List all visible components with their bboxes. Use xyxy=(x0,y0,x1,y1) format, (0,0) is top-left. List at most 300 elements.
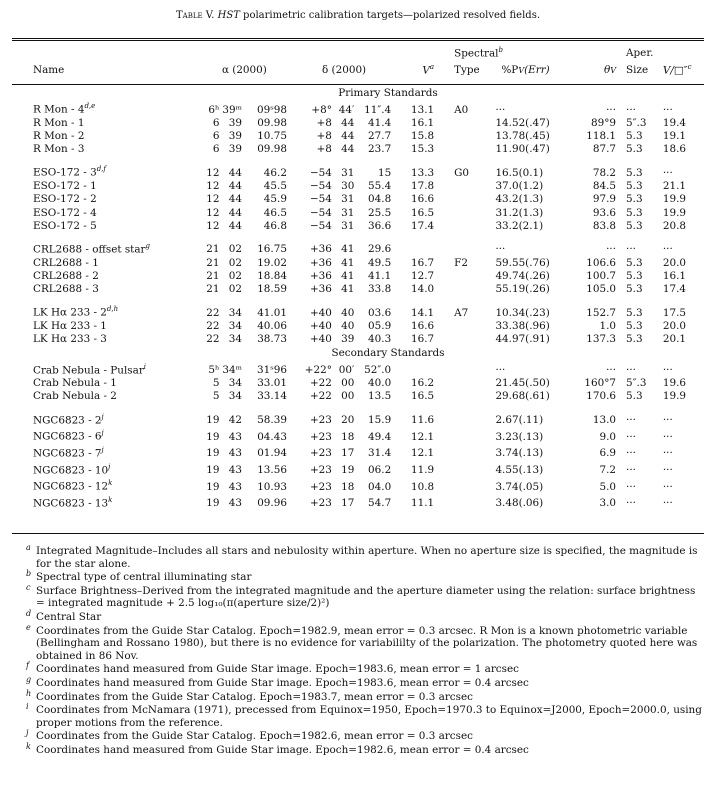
cell-ap: ··· xyxy=(626,480,636,493)
cell-am: 44 xyxy=(228,166,242,179)
cell-am: 34ᵐ xyxy=(222,364,242,376)
footnote xyxy=(26,674,706,690)
cell-pv: 43.2(1.3) xyxy=(495,193,544,206)
cell-v: 16.7 xyxy=(410,256,435,269)
cell-ds: 03.6 xyxy=(368,306,392,319)
cell-ds: 11″.4 xyxy=(364,103,392,116)
cell-sb: 20.8 xyxy=(662,219,686,232)
cell-v: 14.1 xyxy=(410,306,435,319)
footnote-mark: k xyxy=(108,479,113,488)
cell-sp xyxy=(434,444,495,461)
cell-sp xyxy=(434,461,495,478)
cell-v: 16.1 xyxy=(410,116,435,129)
table-row xyxy=(12,180,704,193)
cell-am: 43 xyxy=(228,464,242,477)
cell-sp xyxy=(434,193,495,206)
group-gap xyxy=(12,404,704,411)
table-row xyxy=(12,240,704,257)
cell-dd: +23 xyxy=(309,497,332,510)
cell-v: 14.0 xyxy=(410,283,435,296)
cell-am: 43 xyxy=(228,497,242,510)
object-name: ESO-172 - 3 xyxy=(33,166,97,179)
cell-pv: 11.90(.47) xyxy=(495,143,550,156)
cell-v: 11.9 xyxy=(410,464,435,477)
cell-ds: 05.9 xyxy=(368,319,392,332)
cell-as: 09.96 xyxy=(257,497,287,510)
cell-th: 13.0 xyxy=(592,414,617,427)
cell-am: 02 xyxy=(228,283,242,296)
cell-sp xyxy=(434,220,495,233)
cell-as: 45.9 xyxy=(263,193,287,206)
cell-as: 09.98 xyxy=(257,116,287,129)
cell-pv: 44.97(.91) xyxy=(495,333,550,346)
cell-dm: 44 xyxy=(341,143,355,156)
section-title: Primary Standards xyxy=(338,87,438,99)
cell-th: 3.0 xyxy=(599,497,617,510)
cell-sb: ··· xyxy=(662,243,673,256)
cell-pv: 3.23(.13) xyxy=(495,430,544,443)
cell-am: 42 xyxy=(228,414,242,427)
object-name: ESO-172 - 4 xyxy=(33,206,97,219)
cell-name xyxy=(12,303,190,320)
cell-th: 9.0 xyxy=(599,430,617,443)
cell-dd: +36 xyxy=(309,283,332,296)
cell-th: ··· xyxy=(606,243,617,256)
cell-ah: 12 xyxy=(206,193,220,206)
cell-v: 16.6 xyxy=(410,193,435,206)
footnote xyxy=(26,663,706,676)
cell-pv: 37.0(1.2) xyxy=(495,180,544,193)
cell-v: 10.8 xyxy=(410,480,435,493)
cell-th: 7.2 xyxy=(599,464,617,477)
cell-dd: +8 xyxy=(316,116,332,129)
cell-sp xyxy=(434,377,495,390)
cell-dm: 00 xyxy=(341,390,355,403)
cell-v: 16.7 xyxy=(410,333,435,346)
cell-sb: ··· xyxy=(662,447,673,460)
footnote-mark: j xyxy=(101,412,104,421)
table-row xyxy=(12,220,704,233)
object-name: LK Hα 233 - 1 xyxy=(33,319,107,332)
cell-dm: 31 xyxy=(341,206,355,219)
cell-dd: −54 xyxy=(309,219,332,232)
footnote-letter: h xyxy=(26,688,32,698)
cell-sb: 17.5 xyxy=(662,306,686,319)
cell-ah: 21 xyxy=(206,269,220,282)
cell-v: 16.5 xyxy=(410,390,435,403)
object-name: NGC6823 - 6 xyxy=(33,430,102,443)
cell-ds: 27.7 xyxy=(368,130,392,143)
cell-ap: ··· xyxy=(626,243,636,256)
cell-name xyxy=(12,240,190,257)
cell-ds: 25.5 xyxy=(368,206,392,219)
cell-sb: ··· xyxy=(662,103,673,116)
cell-dd: +23 xyxy=(309,480,332,493)
cell-ah: 6 xyxy=(212,116,220,129)
object-name: Crab Nebula - 2 xyxy=(33,390,117,403)
table-row xyxy=(12,143,704,156)
footnote-mark: i xyxy=(143,362,147,371)
cell-as: 46.8 xyxy=(263,219,287,232)
cell-ds: 04.0 xyxy=(368,480,392,493)
cell-ds: 40.3 xyxy=(368,333,392,346)
footnote xyxy=(26,704,706,729)
object-name: Crab Nebula - Pulsar xyxy=(33,364,144,376)
group-gap xyxy=(12,156,704,163)
object-name: LK Hα 233 - 2 xyxy=(33,306,107,319)
cell-am: 39ᵐ xyxy=(222,103,242,116)
cell-name xyxy=(12,270,190,283)
cell-pv: ··· xyxy=(495,364,506,376)
cell-v: 15.3 xyxy=(410,143,435,156)
header-aper-bottom: Size xyxy=(626,64,649,77)
cell-as: 38.73 xyxy=(257,333,287,346)
object-name: ESO-172 - 1 xyxy=(33,180,97,193)
cell-ds: 41.1 xyxy=(368,269,392,282)
cell-v: 12.1 xyxy=(410,447,435,460)
cell-ah: 22 xyxy=(206,319,220,332)
cell-sb: 20.0 xyxy=(662,319,686,332)
cell-v: 13.1 xyxy=(410,103,435,116)
cell-dm: 39 xyxy=(341,333,355,346)
cell-pv: ··· xyxy=(495,103,506,116)
cell-name xyxy=(12,193,190,206)
cell-dd: +36 xyxy=(309,269,332,282)
cell-th: 118.1 xyxy=(586,130,617,143)
object-name: Crab Nebula - 1 xyxy=(33,377,117,390)
cell-v: 12.7 xyxy=(410,269,435,282)
cell-th: ··· xyxy=(606,364,617,376)
cell-v: 16.6 xyxy=(410,319,435,332)
header-rule xyxy=(12,84,704,85)
section-title: Secondary Standards xyxy=(331,347,445,360)
header-aper-top: Aper. xyxy=(626,47,654,60)
cell-as: 19.02 xyxy=(257,256,287,269)
cell-am: 44 xyxy=(228,193,242,206)
cell-as: 01.94 xyxy=(257,447,287,460)
cell-sb: 19.1 xyxy=(662,130,686,143)
cell-th: 105.0 xyxy=(586,283,617,296)
table-row xyxy=(12,377,704,390)
footnote-mark: j xyxy=(108,462,111,471)
cell-dm: 19 xyxy=(341,464,355,477)
cell-th: 93.6 xyxy=(592,206,617,219)
cell-pv: 3.74(.13) xyxy=(495,447,544,460)
cell-sb: 19.9 xyxy=(662,390,686,403)
footnote xyxy=(26,622,706,663)
cell-ah: 19 xyxy=(206,414,220,427)
cell-pv: 49.74(.26) xyxy=(495,269,550,282)
cell-dm: 41 xyxy=(341,243,355,256)
object-name: CRL2688 - 3 xyxy=(33,283,99,296)
cell-sp xyxy=(434,411,495,428)
cell-sp: G0 xyxy=(454,166,470,179)
table-row xyxy=(12,494,704,511)
cell-am: 02 xyxy=(228,256,242,269)
cell-dm: 40 xyxy=(341,306,355,319)
table-row xyxy=(12,257,704,270)
footnote xyxy=(26,741,706,757)
cell-sp xyxy=(434,117,495,130)
cell-dm: 31 xyxy=(341,219,355,232)
cell-pv: 21.45(.50) xyxy=(495,377,550,390)
cell-dd: +22 xyxy=(309,390,332,403)
cell-pv: 10.34(.23) xyxy=(495,306,550,319)
cell-ah: 5ʰ xyxy=(208,364,220,376)
footnotes xyxy=(26,545,706,757)
cell-dd: +8° xyxy=(311,103,332,116)
cell-th: 106.6 xyxy=(586,256,617,269)
footnote xyxy=(26,608,706,624)
object-name: NGC6823 - 13 xyxy=(33,497,109,510)
cell-sp xyxy=(434,390,495,403)
cell-dm: 31 xyxy=(341,166,355,179)
cell-ds: 23.7 xyxy=(368,143,392,156)
cell-ap: ··· xyxy=(626,103,636,116)
cell-am: 34 xyxy=(228,377,242,390)
cell-dd: −54 xyxy=(309,180,332,193)
cell-am: 34 xyxy=(228,319,242,332)
cell-am: 34 xyxy=(228,333,242,346)
footnote-letter: k xyxy=(26,741,31,751)
cell-ah: 6ʰ xyxy=(208,103,220,116)
cell-ap: 5.3 xyxy=(626,283,643,296)
cell-sp xyxy=(434,143,495,156)
cell-pv: 3.48(.06) xyxy=(495,497,544,510)
cell-sb: 17.4 xyxy=(662,283,686,296)
footnote-text: Coordinates hand measured from Guide Star image. Epoch=1982.6, mean error = 0.4 arcsec xyxy=(36,743,529,756)
table-row xyxy=(12,193,704,206)
footnote xyxy=(26,582,706,610)
table-row xyxy=(12,283,704,296)
footnote-letter: d xyxy=(26,608,32,618)
cell-ah: 19 xyxy=(206,447,220,460)
cell-sb: 18.6 xyxy=(662,143,686,156)
object-name: R Mon - 1 xyxy=(33,116,85,129)
cell-ap: ··· xyxy=(626,414,636,427)
cell-dd: +40 xyxy=(309,333,332,346)
cell-th: 97.9 xyxy=(592,193,617,206)
cell-ah: 19 xyxy=(206,480,220,493)
table-row xyxy=(12,207,704,220)
cell-sb: 21.1 xyxy=(662,180,686,193)
cell-sp xyxy=(434,240,495,257)
cell-ap: 5.3 xyxy=(626,219,643,232)
cell-ap: 5.3 xyxy=(626,390,643,403)
caption-text: polarimetric calibration targets—polarized resolved fields. xyxy=(239,10,541,21)
cell-am: 39 xyxy=(228,116,242,129)
cell-sb: ··· xyxy=(662,430,673,443)
cell-ah: 5 xyxy=(212,390,220,403)
table-row xyxy=(12,303,704,320)
footnote-text: Central Star xyxy=(36,610,102,623)
cell-sb: 16.1 xyxy=(662,269,686,282)
cell-pv: 14.52(.47) xyxy=(495,116,550,129)
cell-ap: ··· xyxy=(626,430,636,443)
cell-dm: 44 xyxy=(341,116,355,129)
cell-sp: A7 xyxy=(454,306,469,319)
cell-am: 34 xyxy=(228,390,242,403)
object-name: CRL2688 - 1 xyxy=(33,256,99,269)
cell-v: 13.3 xyxy=(410,166,435,179)
cell-sp xyxy=(434,320,495,333)
cell-pv: 29.68(.61) xyxy=(495,390,550,403)
cell-ds: 29.6 xyxy=(368,243,392,256)
cell-ds: 49.4 xyxy=(368,430,392,443)
cell-pv: 3.74(.05) xyxy=(495,480,544,493)
cell-ds: 52″.0 xyxy=(364,364,392,376)
cell-name xyxy=(12,163,190,180)
cell-as: 13.56 xyxy=(257,464,287,477)
header-ra: α (2000) xyxy=(221,64,267,77)
footnote-mark: g xyxy=(145,241,150,250)
cell-th: 5.0 xyxy=(599,480,617,493)
table-row xyxy=(12,361,704,378)
cell-am: 44 xyxy=(228,206,242,219)
cell-ds: 41.4 xyxy=(368,116,392,129)
cell-sp xyxy=(434,270,495,283)
footnote-text: Coordinates from the Guide Star Catalog. Epoch=1982.6, mean error = 0.3 arcsec xyxy=(36,730,473,743)
cell-dm: 20 xyxy=(341,414,355,427)
cell-ah: 21 xyxy=(206,283,220,296)
bottom-rule xyxy=(12,533,704,534)
cell-th: ··· xyxy=(606,103,617,116)
footnote-letter: f xyxy=(26,661,29,671)
footnote-letter: c xyxy=(26,582,31,592)
cell-am: 39 xyxy=(228,130,242,143)
cell-ah: 19 xyxy=(206,430,220,443)
cell-th: 87.7 xyxy=(592,143,617,156)
cell-ah: 22 xyxy=(206,306,220,319)
cell-as: 46.5 xyxy=(263,206,287,219)
cell-name xyxy=(12,207,190,220)
cell-as: 16.75 xyxy=(257,243,287,256)
table-label: Table V. xyxy=(175,10,215,21)
cell-dd: +23 xyxy=(309,414,332,427)
table-row xyxy=(12,427,704,444)
cell-ds: 15 xyxy=(377,166,392,179)
section-title-row xyxy=(12,346,704,360)
footnote-mark: d,f xyxy=(96,165,106,174)
cell-ds: 31.4 xyxy=(368,447,392,460)
cell-th: 84.5 xyxy=(592,180,617,193)
footnote xyxy=(26,730,706,743)
object-name: R Mon - 4 xyxy=(33,103,85,116)
cell-name xyxy=(12,377,190,390)
cell-dm: 31 xyxy=(341,193,355,206)
object-name: ESO-172 - 2 xyxy=(33,193,97,206)
cell-ap: ··· xyxy=(626,464,636,477)
object-name: NGC6823 - 10 xyxy=(33,464,109,477)
cell-ah: 12 xyxy=(206,180,220,193)
cell-th: 83.8 xyxy=(592,219,617,232)
cell-am: 02 xyxy=(228,243,242,256)
cell-dd: +36 xyxy=(309,243,332,256)
footnote-text: Integrated Magnitude–Includes all stars and nebulosity within aperture. When no aperture size is specified, the magnitude is for the star alone. xyxy=(36,545,698,570)
cell-ah: 21 xyxy=(206,243,220,256)
object-name: R Mon - 3 xyxy=(33,143,85,156)
footnote-text: Coordinates from the Guide Star Catalog. Epoch=1983.7, mean error = 0.3 arcsec xyxy=(36,690,473,703)
footnote xyxy=(26,571,706,584)
cell-as: 09ˢ98 xyxy=(256,103,287,116)
object-name: ESO-172 - 5 xyxy=(33,219,97,232)
cell-am: 44 xyxy=(228,180,242,193)
cell-ap: 5.3 xyxy=(626,269,643,282)
footnote-text: Coordinates hand measured from Guide Star image. Epoch=1983.6, mean error = 0.4 arcsec xyxy=(36,676,529,689)
cell-ds: 04.8 xyxy=(368,193,392,206)
cell-as: 46.2 xyxy=(263,166,287,179)
object-name: CRL2688 - 2 xyxy=(33,269,99,282)
object-name: CRL2688 - offset star xyxy=(33,243,146,256)
cell-as: 10.93 xyxy=(257,480,287,493)
cell-ap: 5.3 xyxy=(626,206,643,219)
footnote xyxy=(26,688,706,704)
cell-name xyxy=(12,461,190,478)
cell-ah: 19 xyxy=(206,497,220,510)
cell-am: 34 xyxy=(228,306,242,319)
footnote-text: Surface Brightness–Derived from the integrated magnitude and the aperture diameter using the relation: surface brightness = integrated magnitude + 2.5 log₁₀(π(aperture size/2)²) xyxy=(36,584,696,610)
cell-th: 160°7 xyxy=(584,377,617,390)
cell-as: 41.01 xyxy=(257,306,287,319)
cell-sb: 20.1 xyxy=(662,333,686,346)
cell-ah: 12 xyxy=(206,206,220,219)
header-theta: θV xyxy=(603,64,617,77)
cell-name xyxy=(12,494,190,511)
cell-sb: ··· xyxy=(662,480,673,493)
cell-dd: +36 xyxy=(309,256,332,269)
cell-pv: 16.5(0.1) xyxy=(495,166,544,179)
cell-dd: +8 xyxy=(316,143,332,156)
cell-pv: ··· xyxy=(495,243,506,256)
table-row xyxy=(12,130,704,143)
cell-am: 39 xyxy=(228,143,242,156)
cell-dd: −54 xyxy=(309,166,332,179)
group-gap xyxy=(12,296,704,303)
cell-dm: 17 xyxy=(341,497,355,510)
cell-th: 89°9 xyxy=(591,116,617,129)
footnote-text: Spectral type of central illuminating star xyxy=(36,571,252,584)
table-row xyxy=(12,163,704,180)
data-table xyxy=(12,86,704,511)
cell-dd: +22° xyxy=(304,364,332,376)
cell-pv: 59.55(.76) xyxy=(495,256,550,269)
cell-v: 17.8 xyxy=(410,180,435,193)
footnote-letter: i xyxy=(26,702,29,712)
cell-v xyxy=(391,240,434,257)
cell-dd: +40 xyxy=(309,319,332,332)
cell-th: 100.7 xyxy=(586,269,617,282)
cell-name xyxy=(12,220,190,233)
table-row xyxy=(12,477,704,494)
cell-ah: 22 xyxy=(206,333,220,346)
cell-v: 11.1 xyxy=(410,497,435,510)
cell-name xyxy=(12,477,190,494)
cell-sb: 20.0 xyxy=(662,256,686,269)
cell-sb: ··· xyxy=(662,414,673,427)
cell-ds: 13.5 xyxy=(368,390,392,403)
footnote-text: Coordinates from McNamara (1971), precessed from Equinox=1950, Epoch=1970.3 to Equinox=J2000, Epoch=2000.0, using proper motions from the reference. xyxy=(36,704,702,729)
table-row xyxy=(12,270,704,283)
cell-ah: 6 xyxy=(212,143,220,156)
cell-as: 31ˢ96 xyxy=(256,364,287,376)
cell-pv: 13.78(.45) xyxy=(495,130,550,143)
cell-am: 43 xyxy=(228,430,242,443)
cell-ap: 5.3 xyxy=(626,193,643,206)
cell-dm: 44′ xyxy=(338,103,355,116)
table-row xyxy=(12,444,704,461)
top-rule-double xyxy=(12,40,704,41)
cell-dd: +8 xyxy=(316,130,332,143)
